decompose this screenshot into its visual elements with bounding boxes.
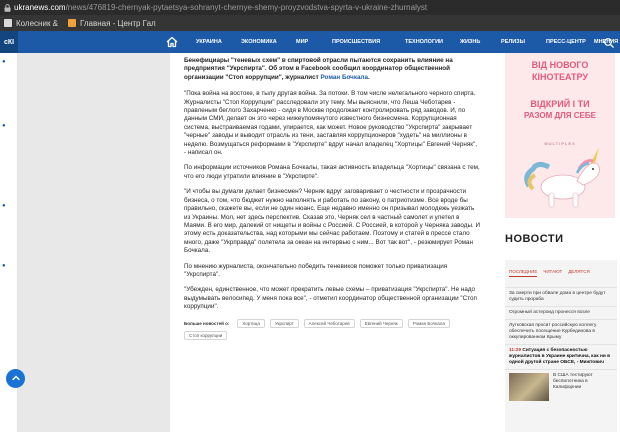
news-feed [505,260,617,432]
tags-row [184,319,480,343]
nav-item-releases[interactable]: РЕЛИЗЫ [501,39,525,45]
tab-shared[interactable]: ДЕЛЯТСЯ [568,269,590,274]
browser-url-bar[interactable] [0,0,620,15]
tag-link[interactable]: Евгений Черняк [360,319,403,328]
tag-link[interactable]: Укрспирт [270,319,299,328]
news-item[interactable] [505,344,617,366]
tags-label: Больше новостей о: [184,321,230,327]
lead-end: . [367,73,370,81]
nav-item-economy[interactable]: ЭКОНОМИКА [241,39,277,45]
lead-text: Бенефициары "теневых схем" в спиртовой отрасли пытаются сохранить влияние на предприятия "Укрспирта". Об этом в Facebook сообщил координатор общественной организации "Стоп коррупции", журналист [184,57,453,81]
news-section-title: НОВОСТИ [505,233,564,245]
news-item[interactable]: Лутковская просит российскую коллегу обеспечить посещение Курбединова в оккупированном Крыму [505,319,617,341]
url-host: ukranews.com [14,3,66,12]
bookmarks-bar [0,15,620,31]
ad-subline: ВІДКРИЙ І ТИ [530,99,590,109]
nav-item-life[interactable]: ЖИЗНЬ [460,39,481,45]
nav-item-world[interactable]: МИР [296,39,309,45]
article-body [170,53,490,432]
news-item-text: В США тестируют беспилотника в Калифорнии [553,373,593,390]
nav-item-opinions[interactable]: МНЕНИЯ [594,39,619,45]
scroll-to-top-button[interactable] [6,369,25,388]
bookmark-item[interactable] [0,19,64,28]
tag-link[interactable]: Хортица [237,319,265,328]
article-lead [184,57,480,82]
sidebar-marker: ● [2,263,6,269]
sidebar-marker: ● [2,123,6,129]
sidebar-marker: ● [2,59,6,65]
news-thumbnail [509,373,549,401]
unicorn-illustration [519,141,611,211]
news-item[interactable]: За смерти при обвале дома в центре будут судить прораба [505,287,617,303]
tab-latest[interactable]: ПОСЛЕДНИЕ [509,269,537,277]
bookmark-label: Главная - Центр Гал [80,18,156,28]
tag-link[interactable]: Стоп коррупции [184,331,227,340]
bookmark-favicon-icon [4,19,12,27]
news-item-text: Ситуация с безопасностью журналистов в Украине критична, как ни в одной другой стране ОБСЕ, - Мижтович [509,348,611,365]
ad-headline: КІНОТЕАТРУ [531,72,589,82]
url-path: /news/476819-chernyak-pytaetsya-sohranyt-chernye-shemy-proyzvodstva-spyrta-v-ukraine-zhurnalyst [65,3,428,12]
bookmark-label: Колесник & [16,18,58,28]
nav-item-press-center[interactable]: ПРЕСС-ЦЕНТР [546,39,586,45]
lock-icon [4,4,11,12]
advertisement-banner[interactable] [505,53,615,218]
right-column [490,53,620,432]
nav-item-ukraine[interactable]: УКРАИНА [196,39,222,45]
article-paragraph: "Пока война на востоке, в тылу другая война. За потоки. В том числе нелегального черного спирта. Журналисты "Стоп Коррупции" расследовали эту тему. Мы выяснили, что Леша Чеботарев - правленым беглого Захарченко - сидя в Москве продолжает контролировать ряд заводов. И, по данным СМИ, делает он это через нижеупомянутого известного бизнесмена. Коррупционная система, выстраиваемая годами, упирается, как может. Новое руководство "Укрспирта" закрывает "черные" заводы и выводит отрасль из тени, заставляя коррупционеров "худеть" на миллионы в неделю. Возмущаться реформами в "Укрспирте" вдруг начал владелец "Хортицы" Евгений Черняк", - написал он. [184,90,477,157]
ad-brand: MULTIPLEX [544,141,576,146]
bookmark-favicon-icon [68,19,76,27]
nav-item-technology[interactable]: ТЕХНОЛОГИИ [405,39,443,45]
article-paragraph: По мнению журналиста, окончательно победить теневиков поможет только приватизация "Укрспирта". [184,262,448,278]
ad-headline: ВІД НОВОГО [531,60,589,70]
site-navigation [0,31,620,53]
author-link[interactable]: Роман Бочкала [320,73,368,81]
bookmark-item[interactable] [64,19,162,28]
site-logo[interactable]: сКІ [0,31,18,53]
ad-subline: РАЗОМ ДЛЯ СЕБЕ [524,111,596,120]
article-paragraph: По информации источников Романа Бочкалы, такая активность владельца "Хортицы" связана с тем, что его люди утратили влияние в "Укрспирте". [184,164,480,180]
nav-item-incidents[interactable]: ПРОИСШЕСТВИЯ [332,39,381,45]
home-icon[interactable] [165,35,179,49]
news-time: 11:29 [509,348,522,353]
news-tabs [505,260,617,277]
sidebar-marker: ● [2,203,6,209]
search-icon[interactable] [603,36,615,48]
article-paragraph: "Убежден, единственное, что может прекратить левые схемы – приватизация "Укрспирта". Не надо выдумывать велосипед. У меня пока все", - отметил координатор общественной организации "Стоп коррупции". [184,286,477,311]
tab-popular[interactable]: ЧИТАЮТ [543,269,563,274]
tag-link[interactable]: Роман Бочкала [408,319,450,328]
news-item[interactable]: Огромный астероид пронесся возле [505,306,617,316]
arrow-up-icon [11,370,21,388]
article-paragraph: "И чтобы вы думали делает бизнесмен? Черняк вдруг заговаривает о честности и прозрачности бизнеса, о том, что бюджет нужно наполнять и работать по закону, о патриотизме. Все вроде бы правильно, скажете вы, если не один нюанс. Еще недавно именно он призывал молодежь уезжать из Украины. Мол, нет здесь перспектив. Сказав это, Черняк сел в частный самолет и улетел в Маями. В его мир, далекий от нищеты и войны с Россией. С Россией, в которой у Черняка заводы. И этому есть доказательства, над которыми мы сейчас работаем. Поэтому и статей в прессе стало много, даже "Укрправда" полетела за океан на интервью с ним... Вот так вот", - резюмирует Роман Бочкала. [184,188,481,255]
news-item-with-thumbnail[interactable] [505,369,617,401]
tag-link[interactable]: Алексей Чеботарев [304,319,355,328]
